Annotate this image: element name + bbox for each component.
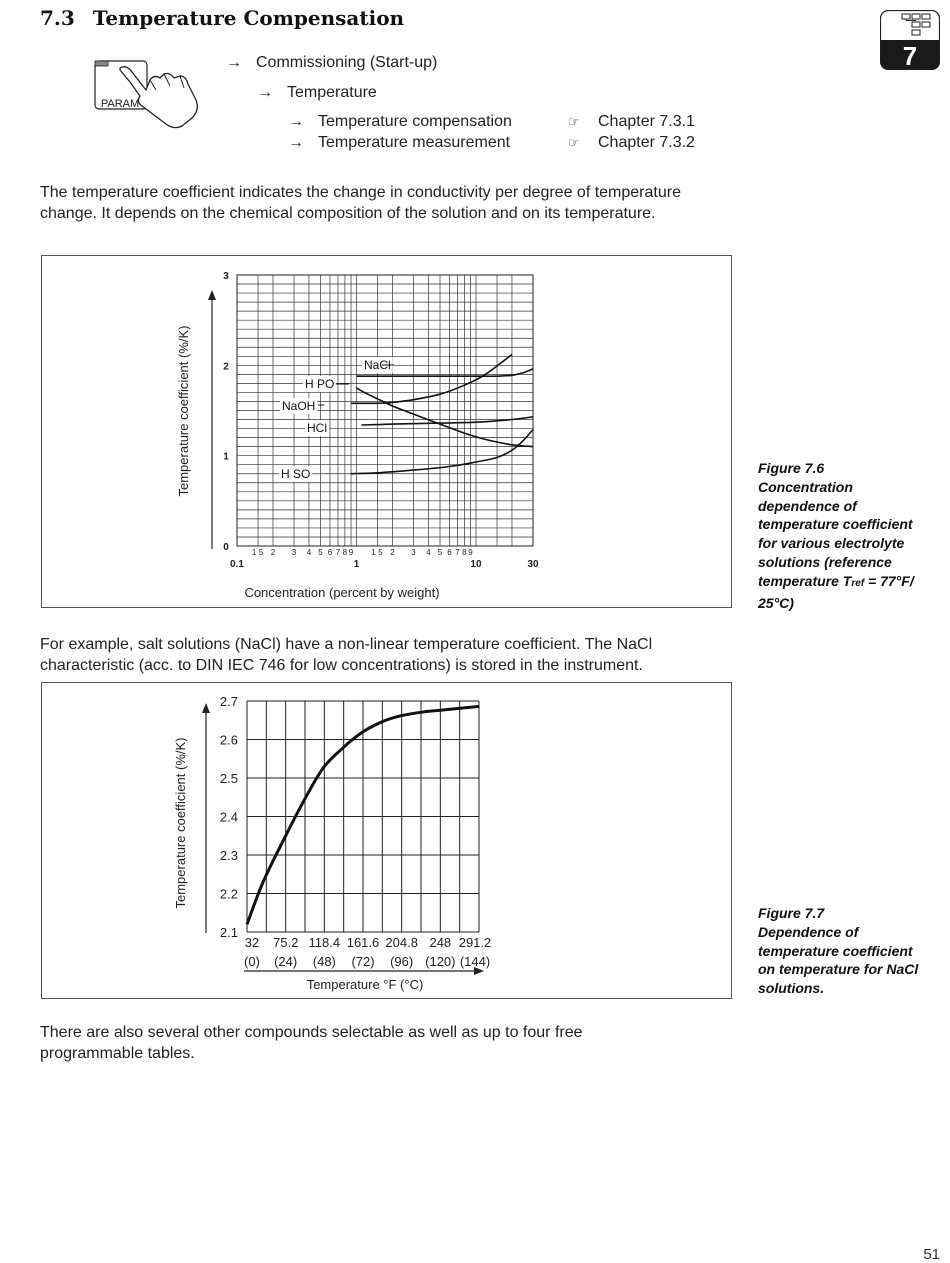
arrow-right-icon: → (288, 113, 304, 130)
series-line-hcl (361, 417, 533, 425)
x-tick-label-f: 248 (429, 935, 452, 950)
x-minor-tick-label: 9 (468, 548, 473, 557)
x-minor-tick-label: 6 (447, 548, 452, 557)
x-tick-label-f: 118.4 (308, 935, 341, 950)
pointing-hand-icon: ☞ (568, 135, 580, 150)
menu-level-2: → Temperature (257, 84, 377, 101)
closing-paragraph: There are also several other compounds selectable as well as up to four free programmable tables. (40, 1024, 583, 1062)
x-minor-tick-label: 6 (327, 548, 333, 557)
x-minor-tick-label: 3 (291, 548, 297, 557)
pointing-hand-icon: ☞ (568, 114, 580, 129)
x-minor-tick-label: 8 (342, 548, 348, 557)
x-minor-tick-label: 4 (426, 548, 431, 557)
x-minor-tick-label: 1 (251, 548, 257, 557)
section-title: Temperature Compensation (92, 6, 405, 30)
x-tick-label-f: 291.2 (458, 935, 492, 950)
section-heading (40, 6, 404, 30)
series-label: H SO (281, 467, 311, 481)
y-axis-label: Temperature coefficient (%/K) (173, 737, 188, 909)
x-minor-tick-label: 5 (258, 548, 264, 557)
figure-7-6-box (41, 255, 732, 608)
x-tick-label-c: (96) (390, 954, 414, 969)
y-axis-arrowhead (208, 290, 216, 300)
x-minor-tick-label: 5 (437, 548, 443, 557)
x-tick-label-c: (0) (244, 954, 260, 969)
figure-7-7-caption: Figure 7.7 Dependence of temperature coefficient on temperature for NaCl solutions. (758, 904, 943, 998)
x-tick-label-f: 32 (244, 935, 260, 950)
y-tick-label: 1 (223, 451, 229, 463)
x-minor-tick-label: 8 (462, 548, 467, 557)
y-tick-label: 2.5 (219, 771, 238, 786)
y-tick-label: 0 (223, 542, 229, 553)
x-minor-tick-label: 9 (348, 548, 354, 557)
figure-7-7-title: Figure 7.7 (758, 905, 825, 921)
arrow-right-icon: → (226, 54, 242, 71)
menu-item-temperature-measurement: → Temperature measurement (288, 134, 511, 151)
x-minor-tick-label: 7 (455, 548, 460, 557)
figure-7-6-title: Figure 7.6 (758, 460, 825, 476)
temperature-chart (42, 683, 731, 998)
chapter-ref-7-3-2: ☞ Chapter 7.3.2 (568, 134, 695, 151)
x-tick-label-c: (48) (312, 954, 336, 969)
x-tick-label-c: (144) (459, 954, 491, 969)
x-minor-tick-label: 3 (411, 548, 416, 557)
x-major-tick-label: 0.1 (230, 559, 244, 570)
param-key-icon (90, 56, 202, 134)
chapter-tab-badge (880, 10, 940, 70)
x-tick-label-f: 204.8 (385, 935, 418, 950)
series-label: NaCl (364, 358, 391, 372)
y-tick-label: 2.6 (219, 732, 238, 748)
x-minor-tick-label: 5 (318, 548, 323, 557)
param-key-label: PARAM (100, 98, 140, 110)
x-minor-tick-label: 5 (378, 548, 383, 557)
page-number: 51 (923, 1246, 940, 1263)
x-tick-label-f: 75.2 (273, 935, 299, 950)
param-key-illustration (90, 56, 202, 134)
x-major-tick-label: 30 (527, 559, 539, 570)
example-paragraph: For example, salt solutions (NaCl) have a non-linear temperature coefficient. The NaCl characteristic (acc. to DIN IEC 746 for low concentrations) is stored in the instrument. (40, 636, 653, 674)
arrow-right-icon: → (257, 84, 273, 101)
arrow-right-icon: → (288, 134, 304, 151)
y-tick-label: 2.3 (219, 848, 238, 863)
x-minor-tick-label: 1 (371, 548, 376, 557)
y-tick-label: 2.4 (219, 809, 238, 825)
concentration-chart (42, 256, 731, 607)
x-axis-label: Temperature °F (°C) (306, 977, 424, 992)
menu-level-1: → Commissioning (Start-up) (226, 54, 438, 71)
y-tick-label: 2 (223, 361, 229, 373)
menu-item-temperature-compensation: → Temperature compensation (288, 113, 512, 130)
intro-paragraph: The temperature coefficient indicates the change in conductivity per degree of temperature change. It depends on the chemical composition of the solution and on its temperature. (40, 184, 681, 222)
x-minor-tick-label: 2 (390, 548, 395, 557)
section-number: 7.3 (40, 6, 75, 30)
chapter-number: 7 (902, 41, 918, 70)
series-label: NaOH (282, 399, 316, 413)
y-tick-label: 3 (223, 271, 229, 282)
x-tick-label-c: (72) (351, 954, 375, 969)
x-tick-label-f: 161.6 (346, 935, 380, 950)
figure-7-6-caption: Figure 7.6 Concentration dependence of temperature coefficient for various electrolyte solutions (reference temperature Tref = 77°F/ 25°C) (758, 459, 943, 612)
x-major-tick-label: 1 (353, 559, 360, 570)
series-label: HCl (307, 421, 327, 435)
chapter-ref-7-3-1: ☞ Chapter 7.3.1 (568, 113, 695, 130)
series-line-h-so (351, 430, 533, 474)
y-axis-arrowhead (202, 703, 210, 713)
x-minor-tick-label: 2 (270, 548, 276, 557)
x-axis-label: Concentration (percent by weight) (244, 585, 440, 600)
figure-7-7-box (41, 682, 732, 999)
x-tick-label-c: (120) (425, 954, 456, 969)
y-tick-label: 2.1 (219, 925, 238, 940)
x-minor-tick-label: 7 (335, 548, 341, 557)
y-tick-label: 2.2 (219, 886, 238, 902)
x-tick-label-c: (24) (274, 954, 298, 969)
y-axis-label: Temperature coefficient (%/K) (176, 325, 191, 497)
chapter-tab-icon (880, 10, 940, 70)
x-major-tick-label: 10 (470, 559, 482, 570)
series-label: H PO (305, 377, 335, 391)
x-minor-tick-label: 4 (306, 548, 312, 557)
y-tick-label: 2.7 (219, 694, 238, 709)
